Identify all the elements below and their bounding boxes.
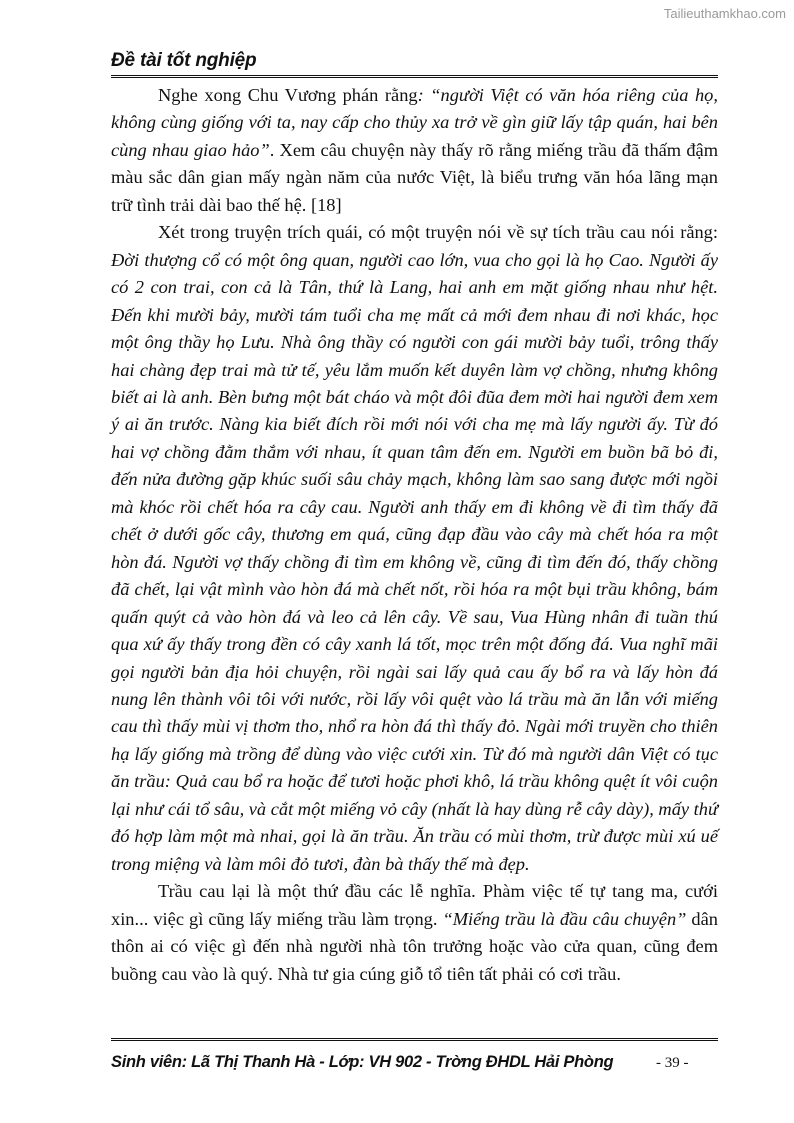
footer-text: Sinh viên: Lã Thị Thanh Hà - Lớp: VH 902 - Trờng ĐHDL Hải Phòng [111, 1053, 614, 1071]
header-divider [111, 75, 718, 76]
paragraph-text: Trầu cau lại là một thứ đầu các lễ nghĩa. Phàm việc tế tự tang ma, cưới xin... việc gì cũng lấy miếng trầu làm trọng. [111, 881, 718, 929]
quote-text: : “người Việt có văn hóa riêng của họ, không cùng giống với ta, nay cấp cho thủy xa trở về gìn giữ lấy tập quán, hai bên cùng nhau giao hảo” [111, 85, 718, 160]
paragraph-legend [111, 219, 718, 878]
paragraph-text: Xét trong truyện trích quái, có một truyện nói về sự tích trầu cau nói rằng: [158, 222, 718, 243]
watermark: Tailieuthamkhao.com [663, 6, 786, 21]
page-number: - 39 - [656, 1055, 689, 1071]
paragraph-ritual [111, 878, 718, 988]
footer-divider [111, 1038, 718, 1039]
paragraph-text: dân thôn ai có việc gì đến nhà người nhà tôn trưởng hoặc vào cửa quan, cũng đem buồng cau vào là quý. Nhà tư gia cúng giỗ tổ tiên tất phải có cơi trầu. [111, 908, 718, 984]
page-header-title: Đề tài tốt nghiệp [111, 50, 257, 71]
paragraph-chu-vuong [111, 82, 718, 219]
quote-text: “Miếng trầu là đầu câu chuyện” [442, 908, 687, 929]
header-divider-secondary [111, 77, 718, 78]
footer-divider-secondary [111, 1040, 718, 1041]
legend-text: Đời thượng cổ có một ông quan, người cao lớn, vua cho gọi là họ Cao. Người ấy có 2 con trai, con cả là Tân, thứ là Lang, hai anh em mặt giống nhau như hệt. Đến khi mười bảy, mười tám tuổi cha mẹ mất cả mới đem nhau đi nơi khác, học một ông thầy họ Lưu. Nhà ông thầy có người con gái mười bảy tuổi, trông thấy hai chàng đẹp trai mà tử tế, yêu lắm muốn kết duyên làm vợ chồng, nhưng không biết ai là anh. Bèn bưng một bát cháo và một đôi đũa đem mời hai người đem xem ý ai ăn trước. Nàng kia biết đích rồi mới nói với cha mẹ mà lấy người ấy. Từ đó hai vợ chồng đằm thắm với nhau, ít quan tâm đến em. Người em buồn bã bỏ đi, đến nửa đường gặp khúc suối sâu chảy mạch, không làm sao sang được mới ngồi mà khóc rồi chết hóa ra cây cau. Người anh thấy em đi không về đi tìm thấy đã chết ở dưới gốc cây, thương em quá, cũng đạp đầu vào cây mà chết hóa ra một hòn đá. Người vợ thấy chồng đi tìm em không về, cũng đi tìm đến đó, thấy chồng đã chết, lại vật mình vào hòn đá mà chết nốt, rồi hóa ra một bụi trầu không, bám quấn quýt cả vào hòn đá và leo cả lên cây. Về sau, Vua Hùng nhân đi tuần thú qua xứ ấy thấy trong đền có cây xanh lá tốt, mọc trên một đống đá. Vua nghĩ mãi gọi người bản địa hỏi chuyện, rồi ngài sai lấy quả cau ấy bổ ra và lấy hòn đá nung lên thành vôi tôi với nước, rồi lấy vôi quệt vào lá trầu mà ăn lẫn với miếng cau thì thấy mùi vị thơm tho, nhổ ra hòn đá thì thấy đỏ. Ngài mới truyền cho thiên hạ lấy giống mà trồng để dùng vào việc cưới xin. Từ đó mà người dân Việt có tục ăn trầu: Quả cau bổ ra hoặc để tươi hoặc phơi khô, lá trầu không quệt ít vôi cuộn lại như cái tổ sâu, và cắt một miếng vỏ cây (nhất là hay dùng rễ cây dày), mấy thứ đó hợp làm một mà nhai, gọi là ăn trầu. Ăn trầu có mùi thơm, trừ được mùi xú uế trong miệng và làm môi đỏ tươi, đàn bà thấy thế mà đẹp. [111, 249, 718, 874]
document-body [111, 82, 718, 988]
paragraph-text: . Xem câu chuyện này thấy rõ rằng miếng trầu đã thấm đậm màu sắc dân gian mấy ngàn năm của nước Việt, là biểu trưng văn hóa lãng mạn trữ tình trải dài bao thế hệ. [18] [111, 139, 718, 215]
paragraph-text: Nghe xong Chu Vương phán rằng [158, 85, 418, 105]
